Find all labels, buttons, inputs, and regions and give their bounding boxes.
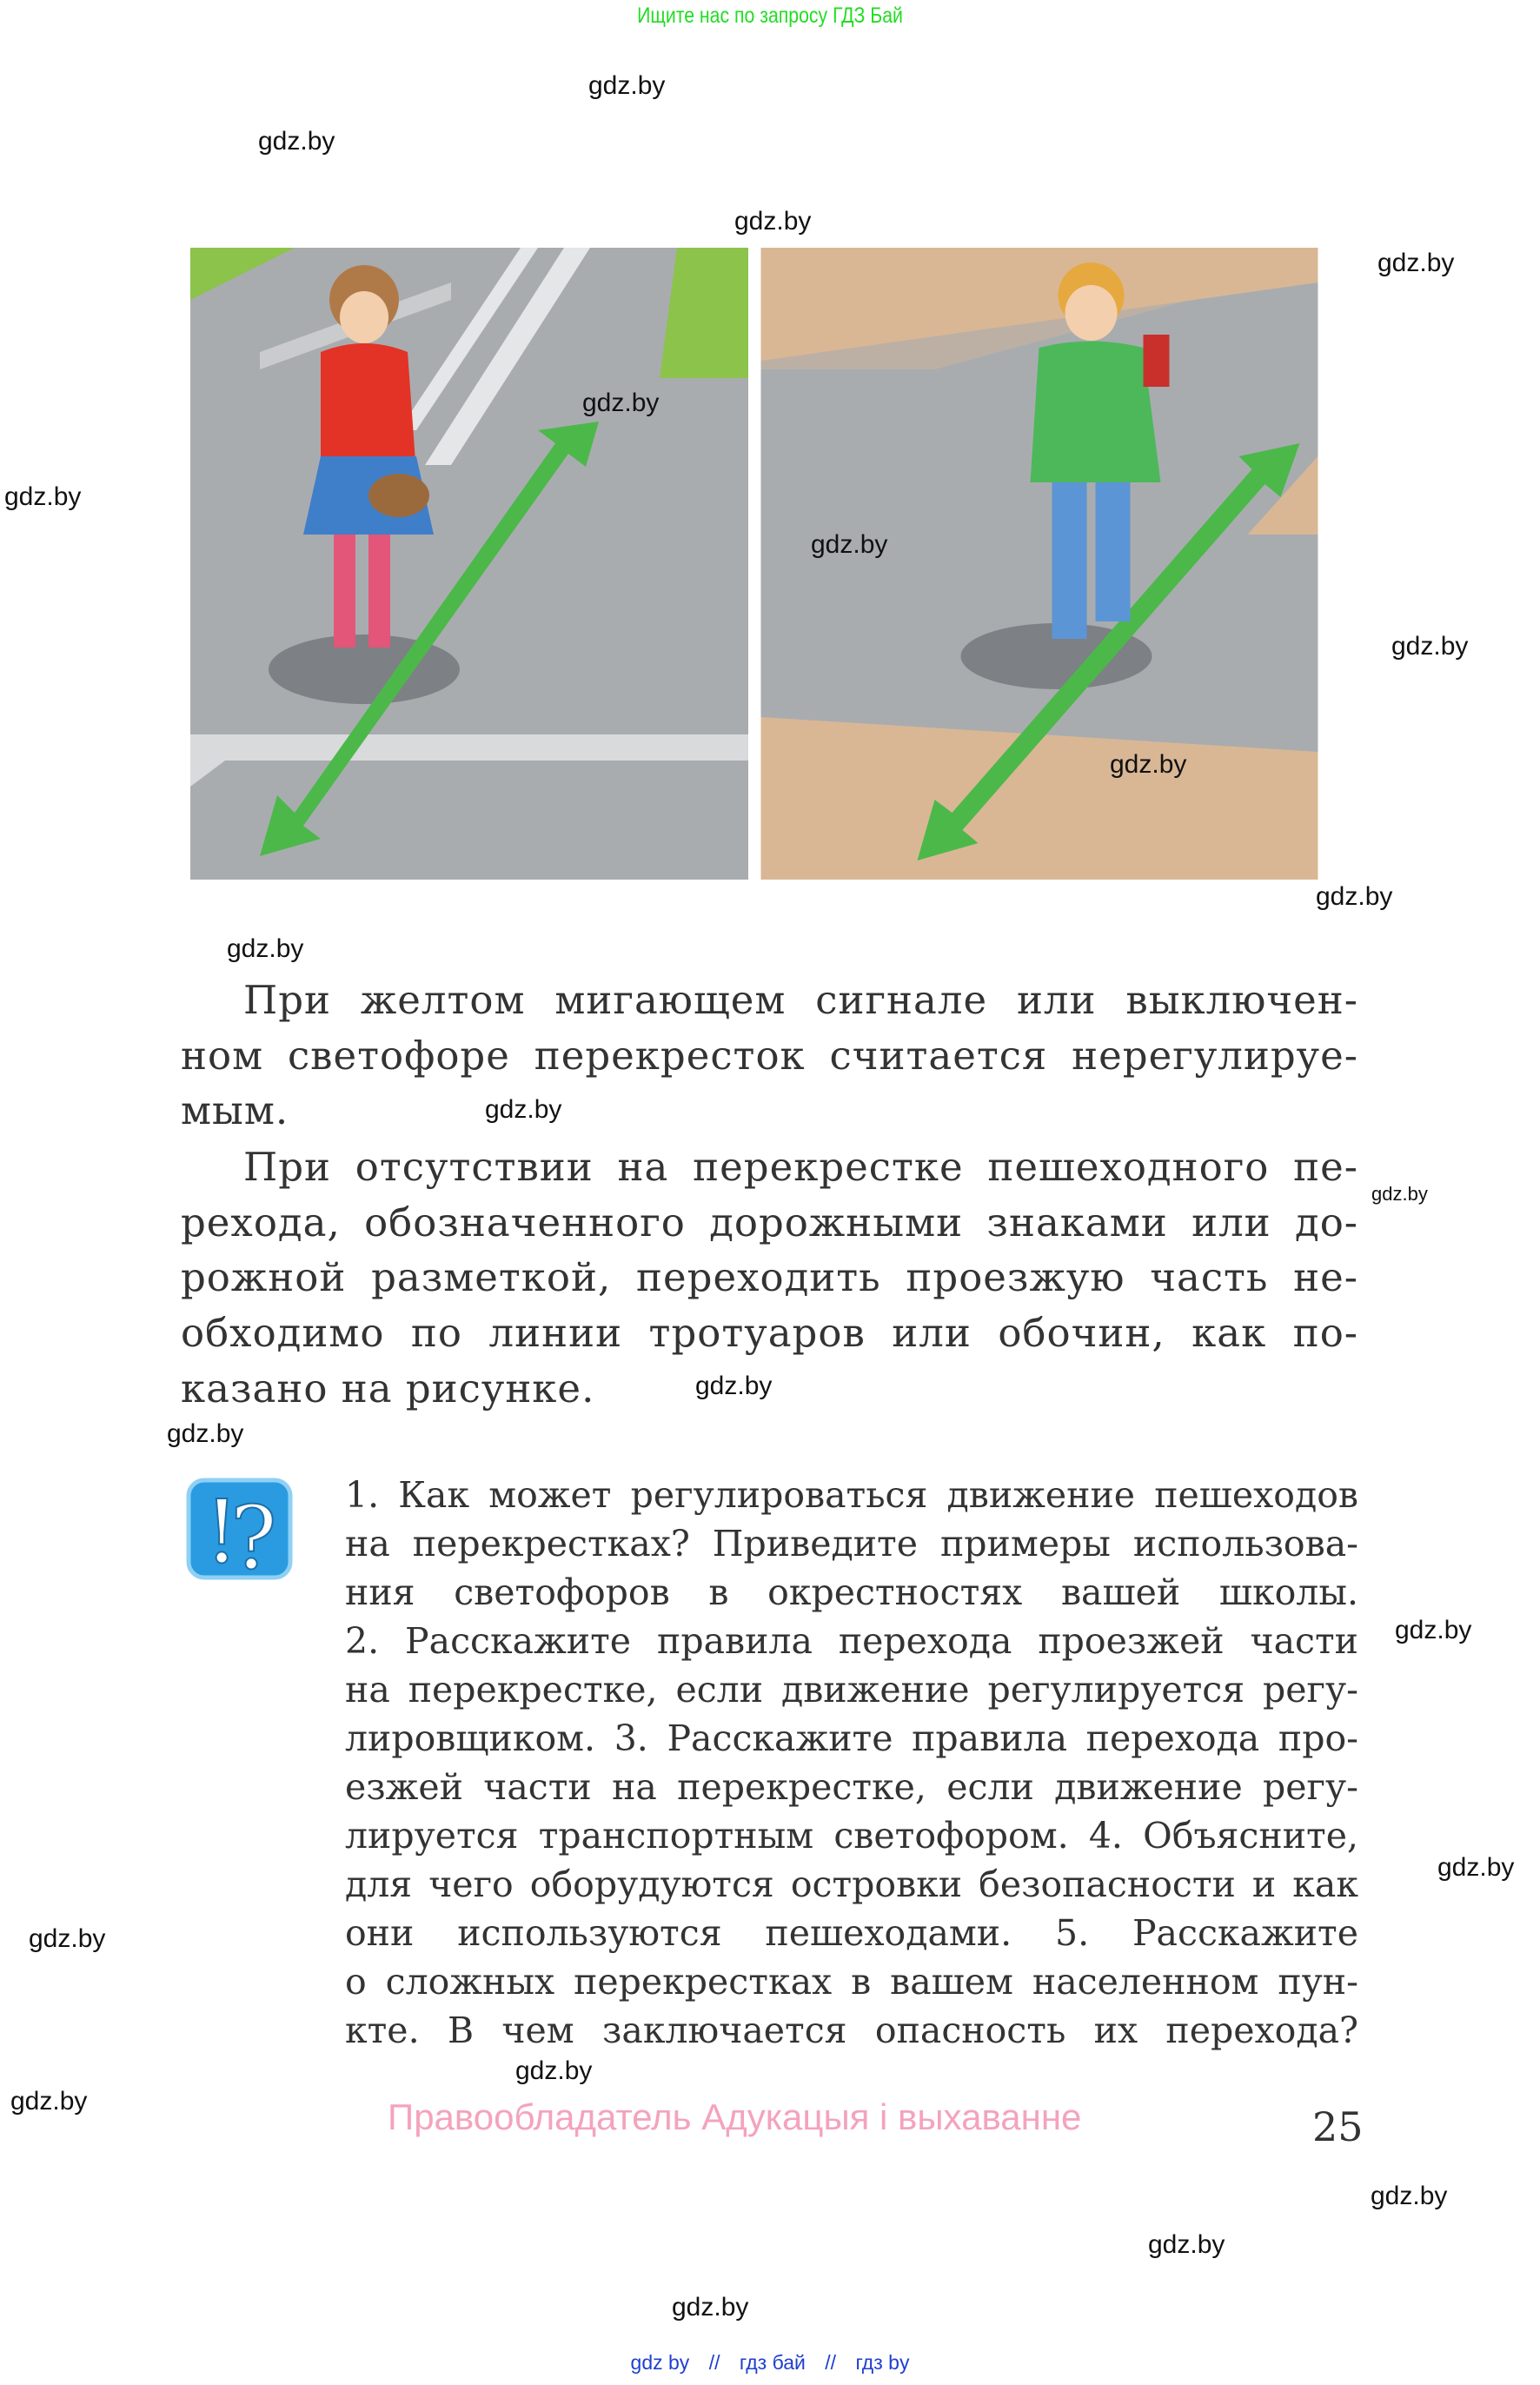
- watermark: gdz.by: [167, 1419, 244, 1448]
- page-number: 25: [1312, 2103, 1364, 2150]
- watermark: gdz.by: [10, 2087, 88, 2116]
- watermark: gdz.by: [1395, 1616, 1472, 1644]
- watermark: gdz.by: [258, 127, 335, 156]
- watermark: gdz.by: [227, 934, 304, 963]
- text-line: При желтом мигающем сигнале или выключен-: [243, 977, 1358, 1023]
- question-line: 2. Расскажите правила перехода проезжей части: [345, 1620, 1358, 1662]
- question-line: о сложных перекрестках в вашем населенном пун-: [345, 1961, 1358, 2003]
- copyright-notice: Правообладатель Адукацыя і выхаванне: [388, 2096, 1082, 2137]
- watermark: gdz.by: [4, 482, 82, 511]
- question-line: для чего оборудуются островки безопасности и как: [345, 1863, 1358, 1905]
- watermark: gdz.by: [1316, 882, 1393, 911]
- watermark: gdz.by: [1371, 1183, 1428, 1205]
- separator: //: [825, 2351, 837, 2374]
- question-line: на перекрестке, если движение регулируется регу-: [345, 1669, 1358, 1711]
- watermark: gdz.by: [1391, 632, 1469, 661]
- text-line: рехода, обозначенного дорожными знаками или до-: [181, 1199, 1358, 1246]
- svg-text:?: ?: [230, 1487, 277, 1589]
- watermark: gdz.by: [1110, 750, 1187, 779]
- watermark: gdz.by: [1377, 249, 1455, 277]
- question-line: лируется транспортным светофором. 4. Объясните,: [345, 1815, 1358, 1857]
- watermark: gdz.by: [1148, 2230, 1225, 2259]
- text-line: рожной разметкой, переходить проезжую часть не-: [181, 1254, 1358, 1300]
- question-line: ния светофоров в окрестностях вашей школы.: [345, 1571, 1358, 1613]
- link-gdz-by[interactable]: gdz by: [630, 2351, 690, 2374]
- link-gdz-by-cyr[interactable]: гдз by: [855, 2351, 910, 2374]
- watermark: gdz.by: [29, 1924, 106, 1953]
- watermark: gdz.by: [695, 1372, 773, 1400]
- watermark: gdz.by: [515, 2056, 593, 2085]
- text-line: При отсутствии на перекрестке пешеходного пе-: [243, 1144, 1358, 1190]
- top-banner[interactable]: Ищите нас по запросу ГДЗ Бай: [637, 3, 903, 28]
- watermark: gdz.by: [582, 389, 660, 417]
- question-line: они используются пешеходами. 5. Расскажите: [345, 1912, 1358, 1954]
- text-line: обходимо по линии тротуаров или обочин, как по-: [181, 1310, 1358, 1356]
- illustration-boy-crossing: [760, 248, 1318, 880]
- watermark: gdz.by: [485, 1095, 562, 1124]
- watermark: gdz.by: [588, 71, 666, 100]
- link-gdz-bai[interactable]: гдз бай: [739, 2351, 806, 2374]
- bottom-links: [0, 2351, 1540, 2375]
- svg-text:!: !: [204, 1481, 240, 1583]
- watermark: gdz.by: [672, 2293, 749, 2322]
- question-line: езжей части на перекрестке, если движение регу-: [345, 1766, 1358, 1808]
- watermark: gdz.by: [1437, 1853, 1515, 1882]
- text-line: казано на рисунке.: [181, 1365, 595, 1412]
- question-line: 1. Как может регулироваться движение пешеходов: [345, 1474, 1358, 1516]
- question-line: на перекрестках? Приведите примеры использова-: [345, 1523, 1358, 1565]
- text-line: ном светофоре перекресток считается нерегулируе-: [181, 1033, 1358, 1079]
- watermark: gdz.by: [1371, 2182, 1448, 2210]
- question-line: лировщиком. 3. Расскажите правила перехода про-: [345, 1717, 1358, 1759]
- text-line: мым.: [181, 1087, 289, 1133]
- watermark: gdz.by: [811, 530, 888, 559]
- separator: //: [708, 2351, 720, 2374]
- illustration-girl-crossing: [190, 248, 748, 880]
- watermark: gdz.by: [734, 207, 812, 236]
- question-exclamation-icon: [185, 1468, 294, 1590]
- question-line: кте. В чем заключается опасность их перехода?: [345, 2010, 1358, 2051]
